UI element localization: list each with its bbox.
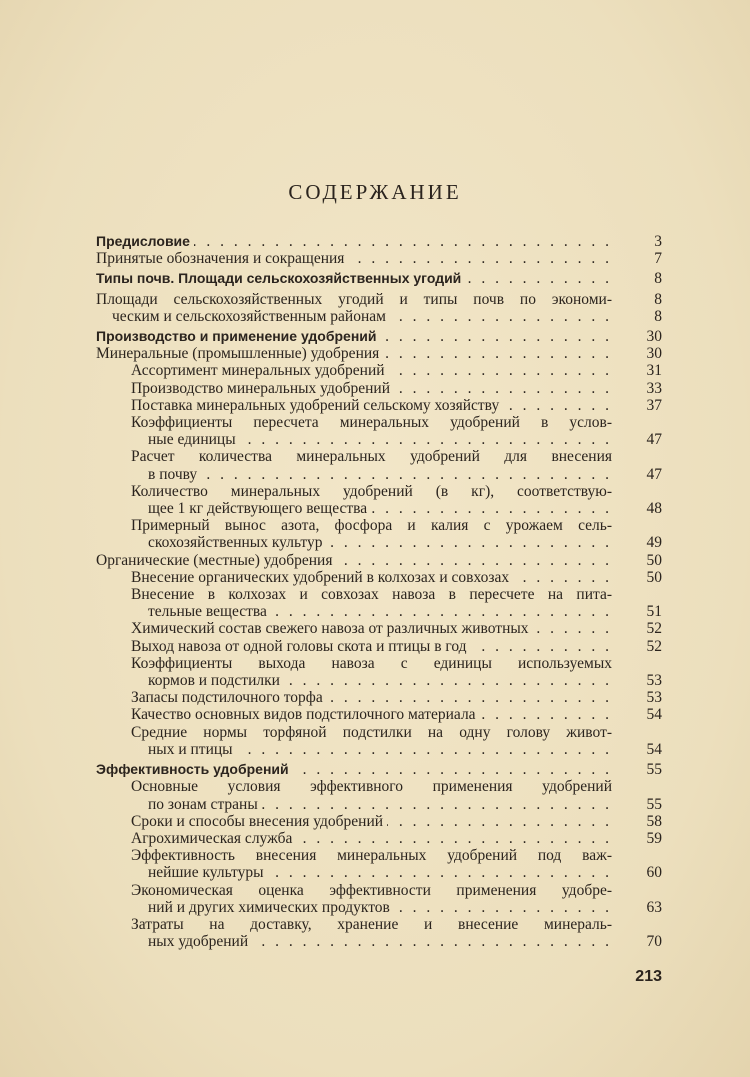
toc-line bbox=[96, 655, 662, 672]
toc-entry bbox=[96, 380, 662, 397]
toc-page-number: 58 bbox=[646, 812, 662, 830]
toc-entry bbox=[96, 517, 662, 551]
toc-entry-title: Внесение органических удобрений в колхозах и совхозах bbox=[131, 568, 510, 586]
toc-entry bbox=[96, 552, 662, 569]
dot-leader bbox=[296, 830, 612, 847]
toc-entry bbox=[96, 620, 662, 637]
toc-line bbox=[96, 882, 662, 899]
dot-leader bbox=[394, 899, 612, 916]
toc-entry-title: скохозяйственных культур bbox=[148, 534, 323, 552]
toc-page-number: 60 bbox=[646, 864, 662, 882]
toc-entry-title: Производство минеральных удобрений bbox=[131, 379, 390, 397]
toc-entry bbox=[96, 830, 662, 847]
toc-line bbox=[96, 761, 662, 778]
toc-entry-title: Минеральные (промышленные) удобрения bbox=[96, 345, 380, 363]
dot-leader bbox=[327, 534, 613, 551]
toc-entry-title: Расчет количества минеральных удобрений для внесения bbox=[131, 448, 612, 466]
toc-line bbox=[96, 552, 662, 569]
toc-page-number: 8 bbox=[654, 270, 662, 288]
toc-line bbox=[96, 586, 662, 603]
toc-section bbox=[96, 233, 662, 250]
toc-page-number: 50 bbox=[646, 568, 662, 586]
toc-entry-title: Эффективность удобрений bbox=[96, 761, 289, 778]
dot-leader bbox=[503, 397, 612, 414]
toc-page-number: 30 bbox=[646, 328, 662, 346]
toc-line bbox=[96, 638, 662, 655]
toc-entry-title: ные единицы bbox=[148, 431, 236, 449]
toc-entry bbox=[96, 916, 662, 950]
toc-page-number: 54 bbox=[646, 706, 662, 724]
toc-line bbox=[96, 448, 662, 465]
toc-entry bbox=[96, 655, 662, 689]
toc-entry-title: ческим и сельскохозяйственным районам bbox=[112, 307, 386, 325]
toc-entry bbox=[96, 569, 662, 586]
dot-leader bbox=[383, 345, 612, 362]
toc-line bbox=[96, 466, 662, 483]
dot-leader bbox=[465, 270, 612, 287]
toc-line bbox=[96, 380, 662, 397]
toc-entry-title: по зонам страны bbox=[148, 795, 258, 813]
toc-entry bbox=[96, 448, 662, 482]
toc-page-number: 8 bbox=[654, 307, 662, 325]
toc-entry-title: Органические (местные) удобрения bbox=[96, 551, 333, 569]
toc-line bbox=[96, 397, 662, 414]
toc-page-number: 49 bbox=[646, 534, 662, 552]
toc-page-number: 55 bbox=[646, 795, 662, 813]
toc-line bbox=[96, 534, 662, 551]
toc-entry bbox=[96, 397, 662, 414]
toc-entry-title: Предисловие bbox=[96, 233, 190, 249]
toc-entry bbox=[96, 291, 662, 325]
toc-entry bbox=[96, 586, 662, 620]
toc-page-number: 52 bbox=[646, 637, 662, 655]
toc-line bbox=[96, 672, 662, 689]
toc-page-number: 37 bbox=[646, 396, 662, 414]
toc-entry-title: Запасы подстилочного торфа bbox=[131, 689, 323, 707]
dot-leader bbox=[194, 233, 612, 250]
toc-line bbox=[96, 689, 662, 706]
toc-page-number: 53 bbox=[646, 689, 662, 707]
toc-entry-title: Примерный вынос азота, фосфора и калия с урожаем сель- bbox=[131, 517, 612, 535]
toc-page-number: 70 bbox=[646, 933, 662, 951]
dot-leader bbox=[201, 466, 612, 483]
toc-page-number: 3 bbox=[654, 233, 662, 250]
toc-line bbox=[96, 270, 662, 287]
dot-leader bbox=[262, 796, 612, 813]
toc-line bbox=[96, 569, 662, 586]
toc-entry-title: ных удобрений bbox=[148, 933, 249, 951]
toc-line bbox=[96, 431, 662, 448]
toc-entry bbox=[96, 882, 662, 916]
dot-leader bbox=[237, 741, 612, 758]
dot-leader bbox=[381, 328, 613, 345]
toc-entry bbox=[96, 362, 662, 379]
toc-entry bbox=[96, 724, 662, 758]
toc-entry-title: Затраты на доставку, хранение и внесение минераль- bbox=[131, 915, 612, 933]
toc-page-number: 59 bbox=[646, 829, 662, 847]
toc-page-number: 48 bbox=[646, 500, 662, 518]
dot-leader bbox=[394, 380, 612, 397]
dot-leader bbox=[371, 500, 612, 517]
toc-line bbox=[96, 724, 662, 741]
toc-line bbox=[96, 250, 662, 267]
toc-page-number: 8 bbox=[654, 290, 662, 308]
toc-section bbox=[96, 761, 662, 778]
dot-leader bbox=[336, 552, 612, 569]
toc-entry-title: Поставка минеральных удобрений сельскому хозяйству bbox=[131, 396, 500, 414]
toc-entry-title: нейшие культуры bbox=[148, 864, 264, 882]
toc-page-number: 47 bbox=[646, 431, 662, 449]
toc-line bbox=[96, 899, 662, 916]
toc-entry-title: в почву bbox=[148, 465, 198, 483]
toc-line bbox=[96, 345, 662, 362]
toc-page-number: 52 bbox=[646, 620, 662, 638]
toc-page-number: 30 bbox=[646, 345, 662, 363]
toc-entry-title: Коэффициенты пересчета минеральных удобрений в услов- bbox=[131, 414, 612, 432]
toc-entry-title: Внесение в колхозах и совхозах навоза в пересчете на пита- bbox=[131, 586, 612, 604]
toc-section bbox=[96, 328, 662, 345]
toc-entry bbox=[96, 638, 662, 655]
toc-entry-title: тельные вещества bbox=[148, 603, 267, 621]
dot-leader bbox=[390, 308, 612, 325]
toc-line bbox=[96, 933, 662, 950]
toc-page-number: 53 bbox=[646, 672, 662, 690]
toc-entry-title: Агрохимическая служба bbox=[131, 829, 293, 847]
dot-leader bbox=[513, 569, 612, 586]
toc-entry-title: Коэффициенты выхода навоза с единицы используемых bbox=[131, 654, 612, 672]
toc-page-number: 55 bbox=[646, 761, 662, 779]
toc-page-number: 51 bbox=[646, 603, 662, 621]
toc-line bbox=[96, 741, 662, 758]
toc-entry bbox=[96, 414, 662, 448]
toc-line bbox=[96, 620, 662, 637]
toc-entry bbox=[96, 847, 662, 881]
toc-entry bbox=[96, 706, 662, 723]
toc-entry-title: Количество минеральных удобрений (в кг), соответствую- bbox=[131, 482, 612, 500]
toc-entry-title: Принятые обозначения и сокращения bbox=[96, 250, 345, 268]
toc-entry-title: Качество основных видов подстилочного материала bbox=[131, 706, 476, 724]
toc-line bbox=[96, 778, 662, 795]
toc-entry-title: Выход навоза от одной головы скота и птицы в год bbox=[131, 637, 467, 655]
toc-line bbox=[96, 796, 662, 813]
dot-leader bbox=[480, 706, 612, 723]
toc-line bbox=[96, 813, 662, 830]
dot-leader bbox=[293, 761, 612, 778]
toc-entry-title: ных и птицы bbox=[148, 740, 233, 758]
toc-entry-title: щее 1 кг действующего вещества bbox=[148, 500, 368, 518]
toc-entry-title: Типы почв. Площади сельскохозяйственных угодий bbox=[96, 270, 462, 287]
toc-entry bbox=[96, 689, 662, 706]
page-title: СОДЕРЖАНИЕ bbox=[288, 180, 462, 204]
dot-leader bbox=[389, 362, 612, 379]
toc-entry bbox=[96, 778, 662, 812]
toc-page-number: 7 bbox=[654, 250, 662, 268]
toc-line bbox=[96, 291, 662, 308]
toc-line bbox=[96, 500, 662, 517]
toc-line bbox=[96, 517, 662, 534]
toc-line bbox=[96, 328, 662, 345]
page-number: 213 bbox=[635, 968, 662, 985]
toc-line bbox=[96, 483, 662, 500]
toc-entry-title: Средние нормы торфяной подстилки на одну голову живот- bbox=[131, 723, 612, 741]
toc-entry bbox=[96, 483, 662, 517]
toc-page-number: 63 bbox=[646, 898, 662, 916]
toc-entry bbox=[96, 813, 662, 830]
toc-line bbox=[96, 233, 662, 250]
dot-leader bbox=[327, 689, 612, 706]
toc-entry-title: кормов и подстилки bbox=[148, 672, 280, 690]
dot-leader bbox=[533, 620, 612, 637]
toc-line bbox=[96, 830, 662, 847]
toc-entry-title: Ассортимент минеральных удобрений bbox=[131, 362, 385, 380]
toc-entry bbox=[96, 250, 662, 267]
toc-line bbox=[96, 603, 662, 620]
toc-line bbox=[96, 706, 662, 723]
dot-leader bbox=[348, 250, 612, 267]
toc-entry bbox=[96, 345, 662, 362]
dot-leader bbox=[284, 672, 612, 689]
dot-leader bbox=[387, 813, 612, 830]
toc-page-number: 31 bbox=[646, 362, 662, 380]
toc-entry-title: Экономическая оценка эффективности применения удобре- bbox=[131, 881, 612, 899]
toc-page-number: 47 bbox=[646, 465, 662, 483]
toc-entry-title: Площади сельскохозяйственных угодий и типы почв по экономи- bbox=[96, 290, 612, 308]
dot-leader bbox=[271, 603, 612, 620]
toc-page-number: 54 bbox=[646, 740, 662, 758]
dot-leader bbox=[240, 431, 612, 448]
toc-line bbox=[96, 362, 662, 379]
toc-entry-title: Основные условия эффективного применения удобрений bbox=[131, 778, 612, 796]
toc-line bbox=[96, 916, 662, 933]
toc-entry-title: Сроки и способы внесения удобрений bbox=[131, 812, 384, 830]
toc-line bbox=[96, 847, 662, 864]
toc-line bbox=[96, 308, 662, 325]
toc-entry-title: Химический состав свежего навоза от различных животных bbox=[131, 620, 529, 638]
toc-page-number: 33 bbox=[646, 379, 662, 397]
dot-leader bbox=[471, 638, 612, 655]
toc-entry-title: ний и других химических продуктов bbox=[148, 898, 390, 916]
table-of-contents bbox=[96, 230, 662, 950]
toc-page-number: 50 bbox=[646, 551, 662, 569]
toc-section bbox=[96, 270, 662, 287]
toc-entry-title: Производство и применение удобрений bbox=[96, 328, 377, 345]
toc-line bbox=[96, 864, 662, 881]
dot-leader bbox=[268, 864, 612, 881]
toc-line bbox=[96, 414, 662, 431]
dot-leader bbox=[252, 933, 612, 950]
toc-entry-title: Эффективность внесения минеральных удобрений под важ- bbox=[131, 847, 612, 865]
